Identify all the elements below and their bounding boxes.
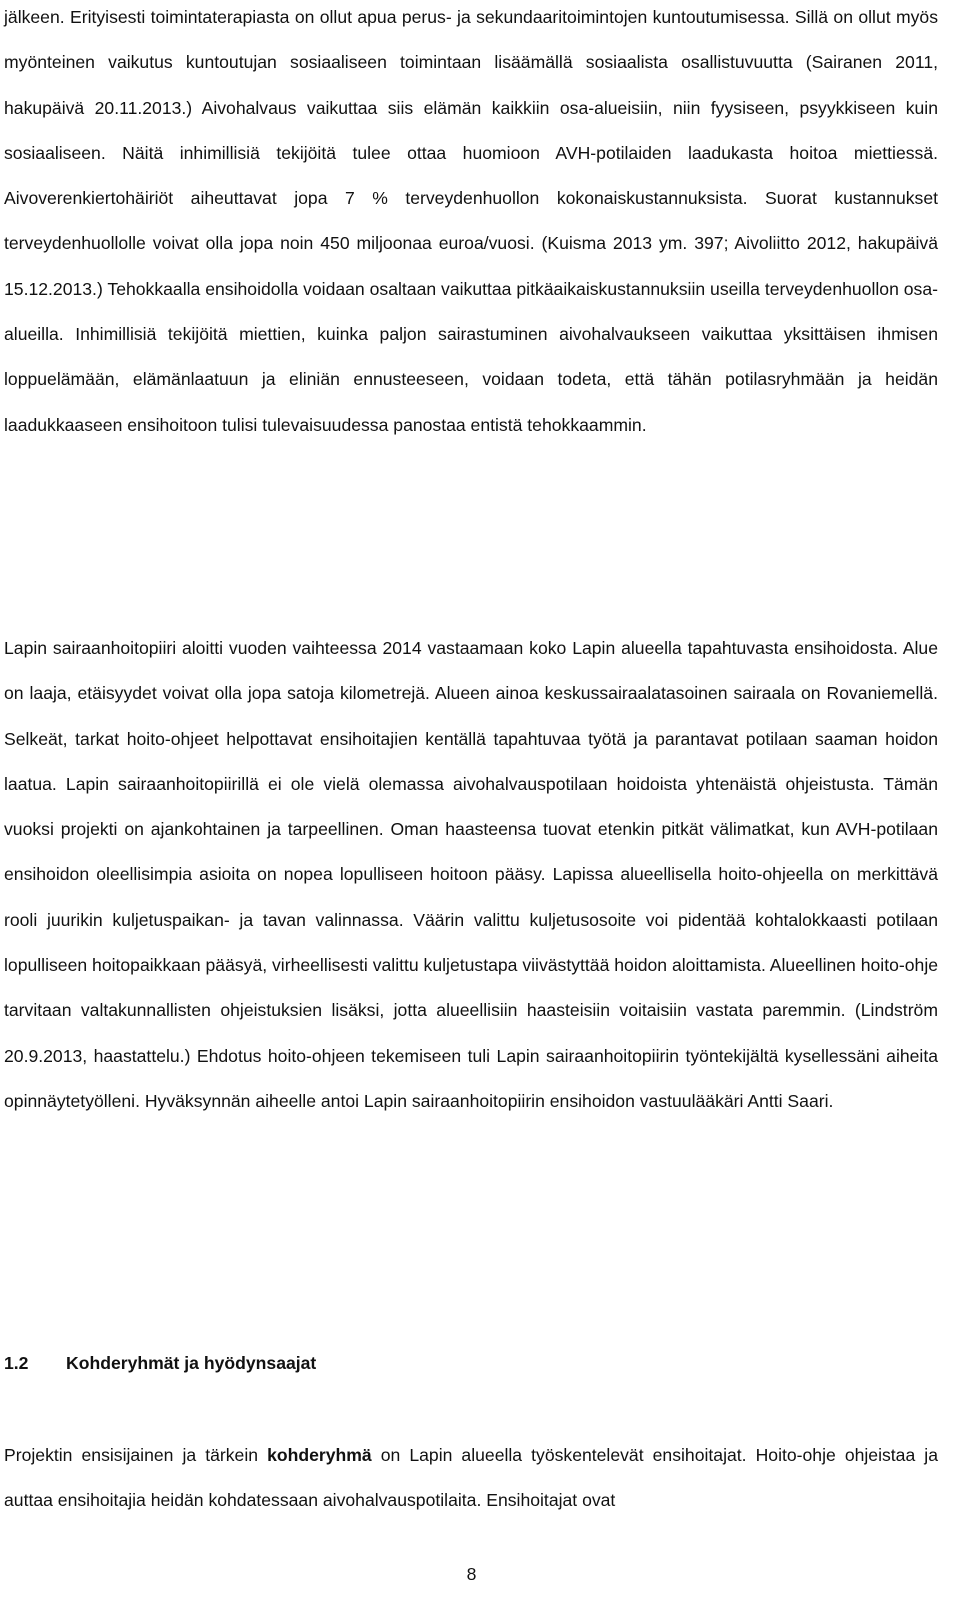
- body-paragraph: jälkeen. Erityisesti toimintaterapiasta on ollut apua perus- ja sekundaaritoimintojen kuntoutumisessa. Sillä on ollut myös myönteinen vaikutus kuntoutujan sosiaaliseen toimintaan lisäämällä sosiaalista osallistuvuutta (Sairanen 2011, hakupäivä 20.11.2013.) Aivohalvaus vaikuttaa siis elämän kaikkiin osa-alueisiin, niin fyysiseen, psyykkiseen kuin sosiaaliseen. Näitä inhimillisiä tekijöitä tulee ottaa huomioon AVH-potilaiden laadukasta hoitoa miettiessä. Aivoverenkiertohäiriöt aiheuttavat jopa 7 % terveydenhuollon kokonaiskustannuksista. Suorat kustannukset terveydenhuollolle voivat olla jopa noin 450 miljoonaa euroa/vuosi. (Kuisma 2013 ym. 397; Aivoliitto 2012, hakupäivä 15.12.2013.) Tehokkaalla ensihoidolla voidaan osaltaan vaikuttaa pitkäaikaiskustannuksiin useilla terveydenhuollon osa-alueilla. Inhimillisiä tekijöitä miettien, kuinka paljon sairastuminen aivohalvaukseen vaikuttaa yksittäisen ihmisen loppuelämään, elämänlaatuun ja eliniän ennusteeseen, voidaan todeta, että tähän potilasryhmään ja heidän laadukkaaseen ensihoitoon tulisi tulevaisuudessa panostaa entistä tehokkaammin.: [4, 7, 938, 435]
- section-heading: [4, 1341, 938, 1386]
- body-paragraph: [4, 1433, 938, 1524]
- paragraph-text: on Lapin alueella työskentelevät ensihoitajat. Hoito-ohje ohjeistaa ja auttaa ensihoitajia heidän kohdatessaan aivohalvauspotilaita. Ensihoitajat ovat: [4, 1445, 938, 1511]
- bold-term: kohderyhmä: [267, 1445, 372, 1465]
- body-paragraph: Lapin sairaanhoitopiiri aloitti vuoden vaihteessa 2014 vastaamaan koko Lapin alueella tapahtuvasta ensihoidosta. Alue on laaja, etäisyydet voivat olla jopa satoja kilometrejä. Alueen ainoa keskussairaalatasoinen sairaala on Rovaniemellä. Selkeät, tarkat hoito-ohjeet helpottavat ensihoitajien kentällä tapahtuvaa työtä ja parantavat potilaan saaman hoidon laatua. Lapin sairaanhoitopiirillä ei ole vielä olemassa aivohalvauspotilaan hoidoista yhtenäistä ohjeistusta. Tämän vuoksi projekti on ajankohtainen ja tarpeellinen. Oman haasteensa tuovat etenkin pitkät välimatkat, kun AVH-potilaan ensihoidon oleellisimpia asioita on nopea lopulliseen hoitoon pääsy. Lapissa alueellisella hoito-ohjeella on merkittävä rooli juurikin kuljetuspaikan- ja tavan valinnassa. Väärin valittu kuljetusosoite voi pidentää kohtalokkaasti potilaan lopulliseen hoitopaikkaan pääsyä, virheellisesti valittu kuljetustapa viivästyttää hoidon aloittamista. Alueellinen hoito-ohje tarvitaan valtakunnallisten ohjeistuksien lisäksi, jotta alueellisiin haasteisiin voitaisiin vastata paremmin. (Lindström 20.9.2013, haastattelu.) Ehdotus hoito-ohjeen tekemiseen tuli Lapin sairaanhoitopiirin työntekijältä kysellessäni aiheita opinnäytetyölleni. Hyväksynnän aiheelle antoi Lapin sairaanhoitopiirin ensihoidon vastuulääkäri Antti Saari.: [4, 638, 939, 1111]
- section-title: Kohderyhmät ja hyödynsaajat: [66, 1353, 317, 1373]
- page-number: 8: [466, 1564, 477, 1584]
- section-number: 1.2: [4, 1353, 29, 1373]
- paragraph-text: Projektin ensisijainen ja tärkein: [4, 1445, 268, 1465]
